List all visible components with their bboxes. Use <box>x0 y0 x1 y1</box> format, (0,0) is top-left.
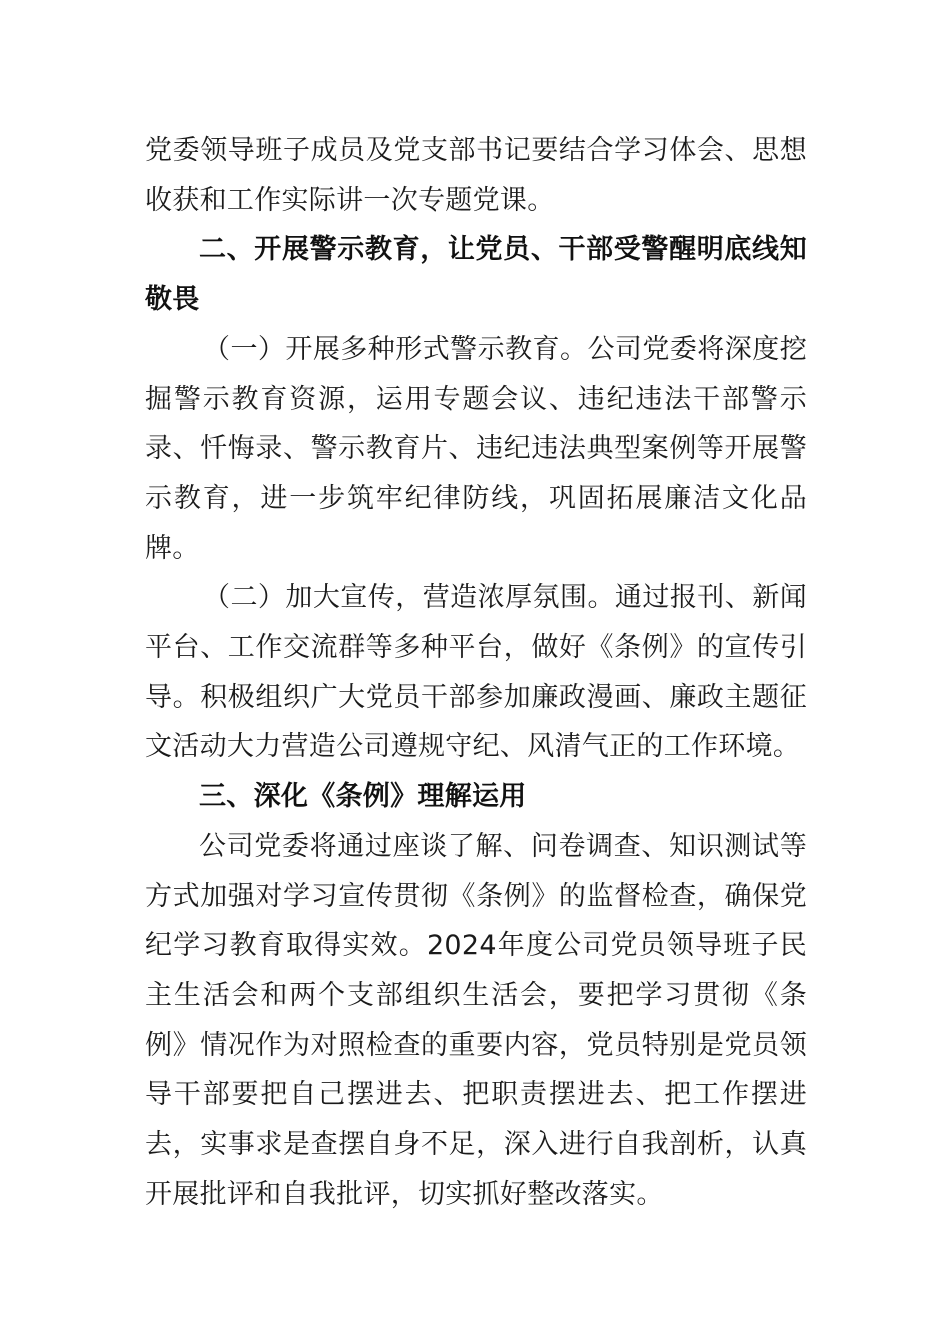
section-heading-warning-education: 二、开展警示教育，让党员、干部受警醒明底线知敬畏 <box>145 234 807 316</box>
paragraph-item-one: （一）开展多种形式警示教育。公司党委将深度挖掘警示教育资源，运用专题会议、违纪违法干部警示录、忏悔录、警示教育片、违纪违法典型案例等开展警示教育，进一步筑牢纪律防线，巩固拓展廉洁文化品牌。 <box>145 333 807 564</box>
paragraph-continued: 党委领导班子成员及党支部书记要结合学习体会、思想收获和工作实际讲一次专题党课。 <box>145 135 807 216</box>
section-heading-regulation-application: 三、深化《条例》理解运用 <box>199 781 527 813</box>
document-body <box>145 126 807 1219</box>
paragraph-item-two: （二）加大宣传，营造浓厚氛围。通过报刊、新闻平台、工作交流群等多种平台，做好《条例》的宣传引导。积极组织广大党员干部参加廉政漫画、廉政主题征文活动大力营造公司遵规守纪、风清气正的工作环境。 <box>145 582 807 763</box>
paragraph-body: 公司党委将通过座谈了解、问卷调查、知识测试等方式加强对学习宣传贯彻《条例》的监督检查，确保党纪学习教育取得实效。2024年度公司党员领导班子民主生活会和两个支部组织生活会，要把学习贯彻《条例》情况作为对照检查的重要内容，党员特别是党员领导干部要把自己摆进去、把职责摆进去、把工作摆进去，实事求是查摆自身不足，深入进行自我剖析，认真开展批评和自我批评，切实抓好整改落实。 <box>145 830 807 1210</box>
